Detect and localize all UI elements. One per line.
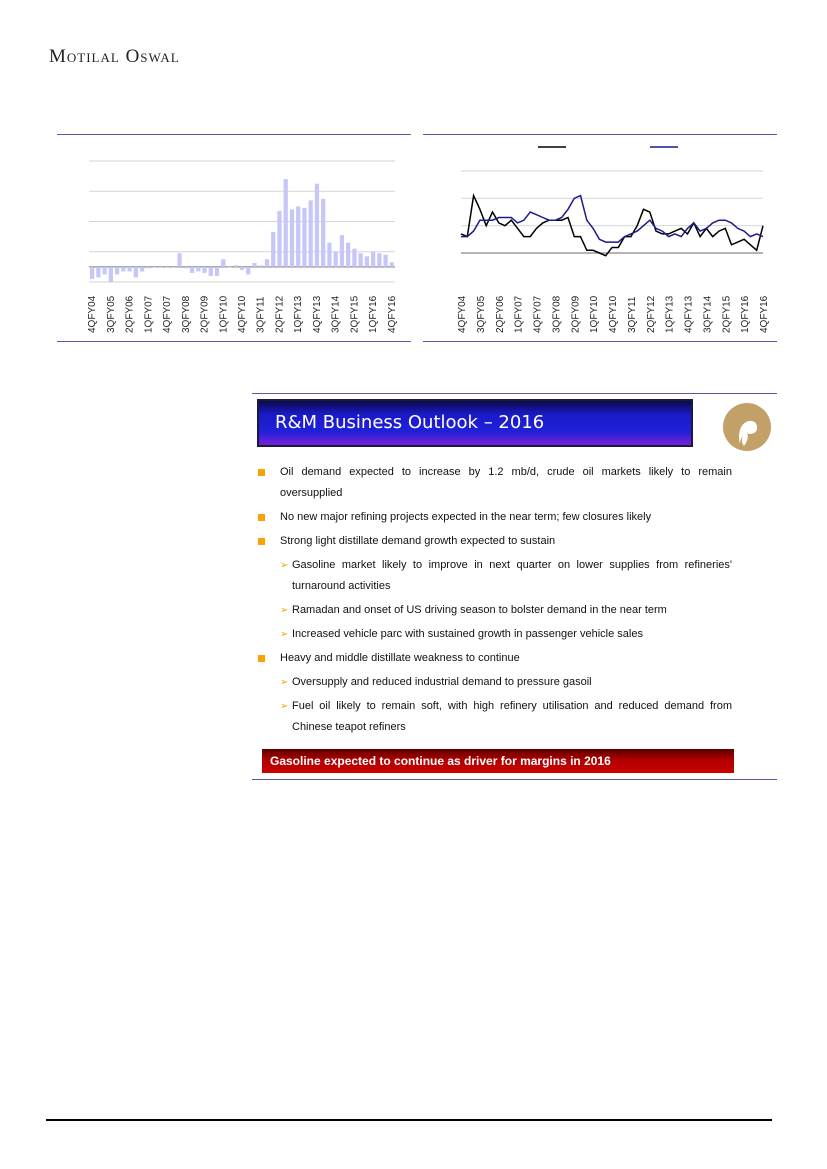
x-tick-label: 4QFY10 [237,295,248,333]
bar [334,252,338,267]
slide-title-banner [257,399,693,447]
arrow-bullet-icon: ➢ [280,701,289,712]
arrow-bullet-icon: ➢ [280,560,289,571]
bar [177,253,181,267]
bar [171,267,175,268]
bar [159,267,163,268]
bar [384,255,388,267]
x-tick-label: 1QFY16 [740,295,752,333]
x-tick-label: 4QFY16 [759,295,770,333]
bar [321,199,325,267]
sub-bullet-point [252,555,732,597]
outlook-slide [252,393,777,780]
bar [152,267,156,268]
x-tick-label: 3QFY08 [551,295,563,333]
sub-bullet-point [252,624,732,645]
x-tick-label: 1QFY13 [293,295,305,333]
bar [277,211,281,267]
bar [227,267,231,268]
bullet-point [252,648,732,669]
x-tick-label: 3QFY11 [255,296,267,333]
x-tick-label: 1QFY13 [664,295,676,333]
bar [315,184,319,267]
brand-logo-text: Motilal Oswal [49,46,180,67]
x-tick-label: 2QFY06 [124,295,136,333]
x-tick-label: 2QFY09 [570,295,582,333]
bar [127,267,131,272]
bar [209,267,213,276]
bar [109,267,113,282]
bar [202,267,206,273]
x-tick-label: 3QFY14 [702,295,714,333]
bar [90,267,94,279]
x-tick-label: 1QFY10 [589,295,601,333]
bullet-text: Increased vehicle parc with sustained growth in passenger vehicle sales [292,628,643,640]
bar [96,267,100,278]
bullet-text: Oil demand expected to increase by 1.2 mb/d, crude oil markets likely to remain oversupplied [280,466,732,499]
bar [365,256,369,267]
line-chart [423,135,777,341]
bar [115,267,119,275]
bar [134,267,138,278]
x-tick-label: 1QFY16 [368,295,380,333]
x-tick-label: 3QFY14 [330,295,342,333]
x-tick-label: 4QFY04 [457,295,468,333]
bar [377,253,381,267]
bar [240,267,244,270]
reliance-logo-icon [722,402,772,452]
bullet-text: No new major refining projects expected in the near term; few closures likely [280,511,652,523]
x-tick-label: 1QFY07 [143,295,155,333]
bar [271,232,275,267]
bullet-point [252,531,732,552]
x-tick-label: 2QFY15 [349,295,361,333]
bar [302,208,306,267]
bullet-text: Oversupply and reduced industrial demand to pressure gasoil [292,676,592,688]
bullet-text: Gasoline market likely to improve in next quarter on lower supplies from refineries' turnaround activities [292,559,732,592]
slide-title: R&M Business Outlook – 2016 [275,412,545,433]
x-tick-label: 4QFY10 [608,295,619,333]
bar [371,252,375,267]
bar [309,200,313,267]
bar [246,267,250,275]
conclusion-text: Gasoline expected to continue as driver for margins in 2016 [270,754,611,768]
x-tick-label: 4QFY04 [87,295,99,333]
bar [234,265,238,267]
bullet-text: Fuel oil likely to remain soft, with high refinery utilisation and reduced demand from Chinese teapot refiners [292,700,732,733]
x-tick-label: 3QFY08 [180,295,192,333]
bar [284,179,288,267]
x-tick-label: 2QFY12 [274,295,286,333]
bar [165,267,169,268]
outlook-bullet-list [252,462,732,741]
bullet-text: Strong light distillate demand growth expected to sustain [280,535,556,547]
bar [121,267,125,272]
series-line-2 [461,196,763,243]
arrow-bullet-icon: ➢ [280,629,289,640]
sub-bullet-point [252,696,732,738]
sub-bullet-point [252,600,732,621]
x-tick-label: 2QFY09 [199,295,211,333]
bar [215,267,219,276]
x-tick-label: 3QFY05 [105,295,117,333]
x-tick-label: 4QFY07 [532,295,544,333]
x-tick-label: 2QFY12 [645,295,657,333]
bar [221,259,225,267]
x-tick-label: 1QFY10 [218,295,230,333]
bar [184,267,188,269]
x-tick-label: 2QFY15 [721,295,733,333]
bar [346,243,350,267]
bar [296,206,300,266]
sub-bullet-point [252,672,732,693]
x-tick-label: 3QFY11 [626,296,638,333]
bar [390,262,394,267]
x-tick-label: 4QFY13 [683,295,695,333]
conclusion-banner [262,749,734,773]
x-tick-label: 1QFY07 [513,295,525,333]
bar [140,267,144,272]
bar [352,249,356,267]
footer-divider [46,1119,772,1121]
bar [359,253,363,267]
bar-chart [57,135,411,341]
bar [259,265,263,267]
bar [252,263,256,267]
bar [102,267,106,275]
x-tick-label: 4QFY07 [162,295,174,333]
bar [340,235,344,267]
bullet-point [252,507,732,528]
line-chart-panel [423,134,777,342]
bar-chart-panel [57,134,411,342]
x-tick-label: 4QFY13 [311,295,323,333]
bullet-point [252,462,732,504]
bar [146,267,150,269]
x-tick-label: 4QFY16 [386,295,398,333]
bullet-text: Ramadan and onset of US driving season to bolster demand in the near term [292,604,667,616]
bar [290,209,294,266]
x-tick-label: 3QFY05 [475,295,487,333]
x-tick-label: 2QFY06 [494,295,506,333]
bar [196,267,200,272]
bullet-text: Heavy and middle distillate weakness to continue [280,652,520,664]
bar [265,259,269,267]
arrow-bullet-icon: ➢ [280,605,289,616]
arrow-bullet-icon: ➢ [280,677,289,688]
bar [327,243,331,267]
bar [190,267,194,273]
